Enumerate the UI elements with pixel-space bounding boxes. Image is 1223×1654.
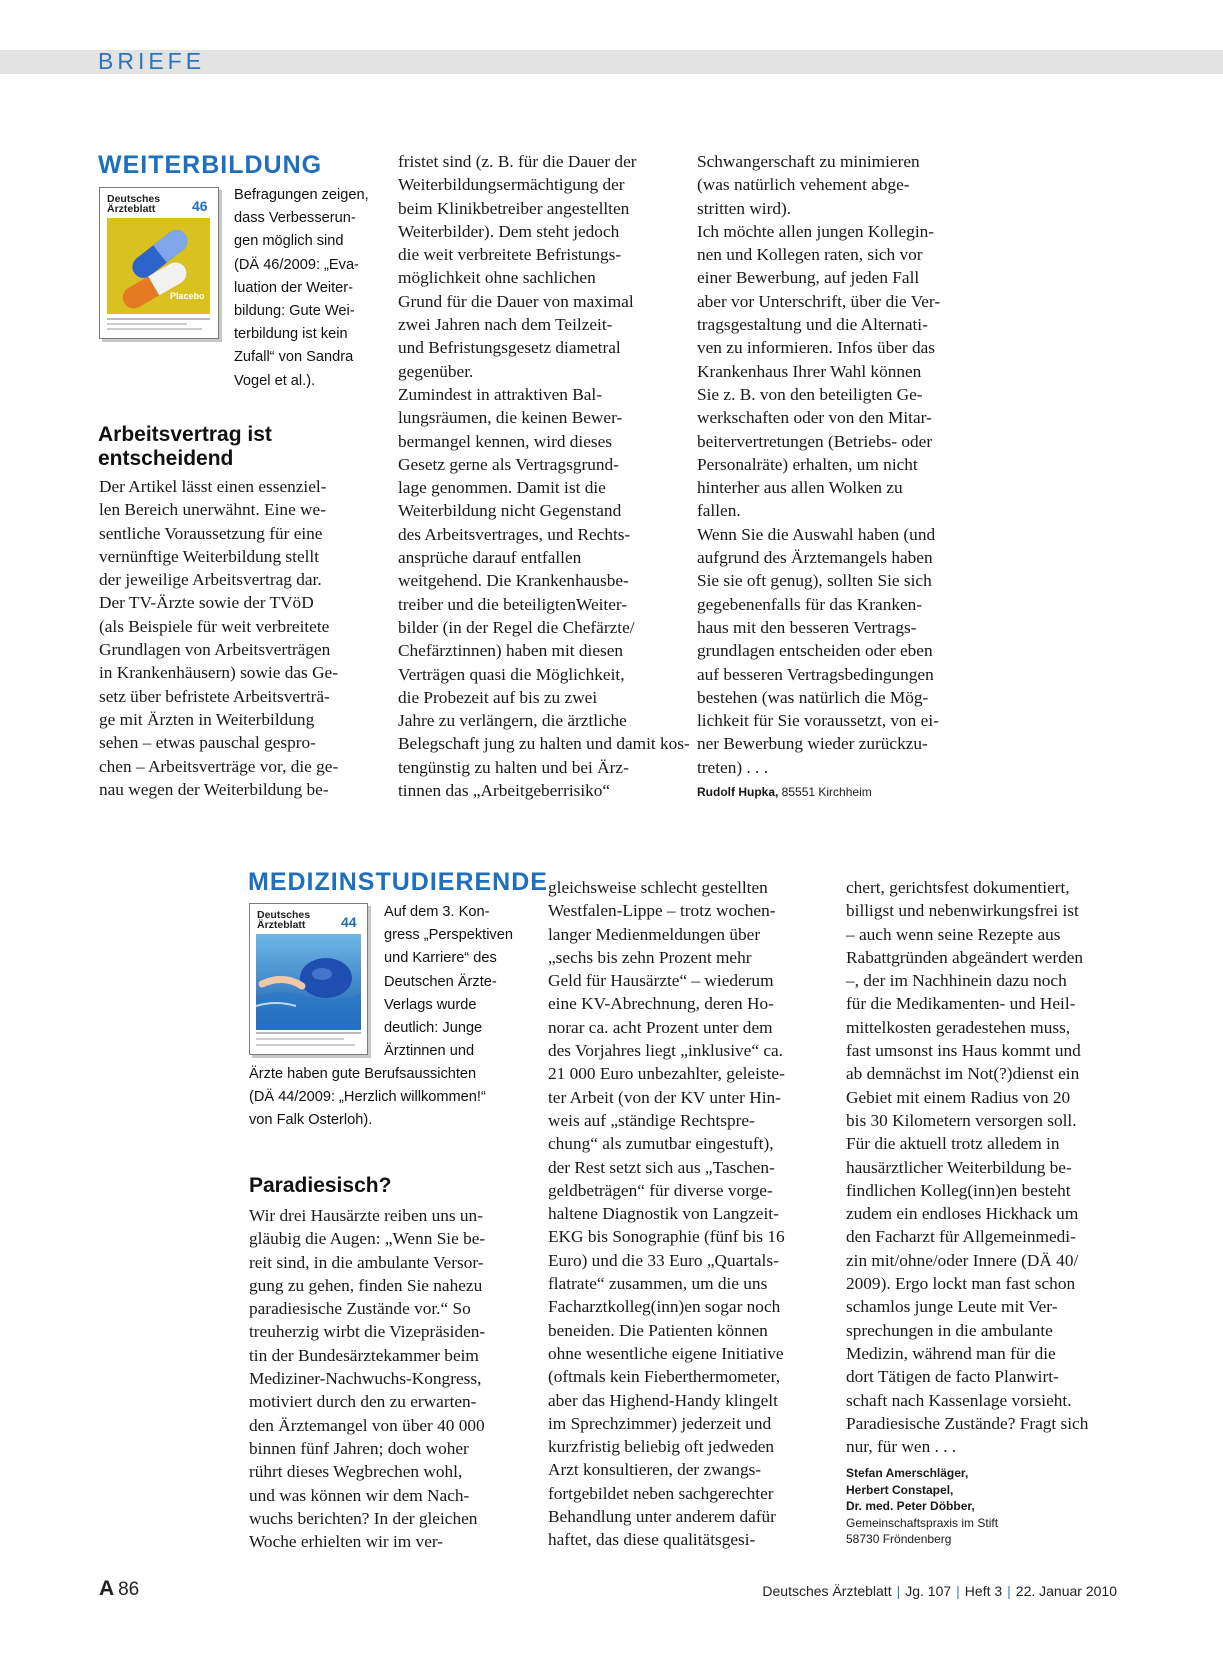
text-line: sentliche Voraussetzung für eine [99, 523, 323, 543]
text-line: bermangel kennen, wird dieses [398, 431, 613, 451]
cover-issue-number: 46 [192, 198, 208, 214]
text-line: zudem ein endloses Hickhack um [846, 1204, 1079, 1224]
cover-brand: Deutsches Ärzteblatt [257, 909, 311, 931]
teaser-line: dass Verbesserun- [234, 210, 356, 227]
text-line: Der Artikel lässt einen essenziel- [99, 477, 327, 496]
text-line: und was können wir dem Nach- [249, 1485, 470, 1505]
text-line: nen und Kollegen raten, sich vor [697, 245, 923, 265]
article-column-1 [99, 475, 338, 801]
text-line: und Befristungsgesetz diametral [398, 338, 621, 358]
text-line: len Bereich unerwähnt. Eine we- [99, 500, 326, 520]
teaser-medizin-short [384, 901, 513, 1063]
text-line: aufgrund des Ärztemangels haben [697, 548, 933, 568]
text-line: Gebiet mit einem Radius von 20 [846, 1087, 1071, 1107]
text-line: ohne wesentliche eigene Initiative [548, 1343, 784, 1363]
teaser-line: (DÄ 44/2009: „Herzlich willkommen!“ [249, 1089, 486, 1106]
text-line: aber das Highend-Handy klingelt [548, 1390, 778, 1410]
section-title-medizinstudierende: MEDIZINSTUDIERENDE [248, 868, 548, 896]
teaser-line: Vogel et al.). [234, 372, 316, 389]
text-line: Sie z. B. von den beteiligten Ge- [697, 384, 923, 404]
text-line: weitgehend. Die Krankenhausbe- [398, 571, 629, 591]
text-line: Weiterbildungsermächtigung der [398, 175, 625, 195]
text-line: Sie sie oft genug), sollten Sie sich [697, 571, 932, 591]
teaser-line: Befragungen zeigen, [234, 187, 369, 203]
text-line: motiviert durch den zu erwarten- [249, 1392, 477, 1412]
text-line: Medizin, während man für die [846, 1343, 1056, 1363]
text-line: ge mit Ärzten in Weiterbildung [99, 709, 315, 729]
text-line: gleichsweise schlecht gestellten [548, 878, 768, 897]
text-line: setz über befristete Arbeitsverträ- [99, 686, 330, 706]
magazine-cover-46 [99, 187, 219, 339]
text-line: tengünstig zu halten und bei Ärz- [398, 757, 629, 777]
text-line: einer Bewerbung, auf jeden Fall [697, 268, 920, 288]
section-header-label: BRIEFE [98, 48, 206, 74]
text-line: binnen fünf Jahren; doch woher [249, 1438, 469, 1458]
text-line: (oftmals kein Fieberthermometer, [548, 1367, 781, 1387]
text-line: ansprüche darauf entfallen [398, 548, 582, 568]
text-line: hausärztlicher Weiterbildung be- [846, 1157, 1072, 1177]
text-line: –, der im Nachhinein dazu noch [846, 971, 1067, 991]
text-line: in Krankenhäusern) sowie das Ge- [99, 663, 338, 683]
text-line: des Vorjahres liegt „inklusive“ ca. [548, 1041, 783, 1061]
text-line: Behandlung unter anderem dafür [548, 1507, 776, 1527]
text-line: werkschaften oder von den Mitar- [697, 408, 932, 428]
text-line: Wir drei Hausärzte reiben uns un- [249, 1206, 483, 1225]
text-line: mittelkosten geradestehen muss, [846, 1017, 1071, 1037]
text-line: ab demnächst im Not(?)dienst ein [846, 1064, 1080, 1084]
text-line: norar ca. acht Prozent unter dem [548, 1017, 773, 1037]
text-line: findlichen Kolleg(inn)en besteht [846, 1180, 1071, 1200]
teaser-line: Zufall“ von Sandra [234, 349, 354, 366]
text-line: lichkeit für Sie voraussetzt, von ei- [697, 711, 939, 731]
article-column-3 [697, 150, 940, 779]
text-line: Euro) und die 33 Euro „Quartals- [548, 1250, 779, 1270]
text-line: (was natürlich vehement abge- [697, 175, 910, 195]
text-line: treten) . . . [697, 757, 769, 777]
text-line: wuchs berichten? In der gleichen [249, 1508, 478, 1528]
section-title-weiterbildung: WEITERBILDUNG [98, 151, 323, 179]
text-line: chen – Arbeitsverträge vor, die ge- [99, 756, 339, 776]
text-line: ner Bewerbung wieder zurückzu- [697, 734, 928, 754]
text-line: stritten wird). [697, 198, 792, 218]
page-number: A 86 [99, 1577, 140, 1600]
article-column-2 [548, 876, 785, 1552]
text-line: Krankenhaus Ihrer Wahl können [697, 361, 922, 381]
text-line: lungsräumen, die keinen Bewer- [398, 408, 623, 428]
text-line: weis auf „ständige Rechtspre- [548, 1110, 755, 1130]
text-line: lage genommen. Damit ist die [398, 478, 606, 498]
text-line: aber vor Unterschrift, über die Ver- [697, 291, 941, 311]
teaser-line: gen möglich sind [234, 233, 344, 250]
text-line: flatrate“ zusammen, um die uns [548, 1274, 768, 1294]
text-line: fristet sind (z. B. für die Dauer der [398, 152, 637, 171]
text-line: zwei Jahren nach dem Teilzeit- [398, 315, 613, 335]
text-line: tragsgestaltung und die Alternati- [697, 315, 928, 335]
article-column-3 [846, 876, 1088, 1458]
text-line: – auch wenn seine Rezepte aus [846, 924, 1061, 944]
teaser-line: Verlags wurde [384, 996, 477, 1013]
text-line: die weit verbreitete Befristungs- [398, 245, 622, 265]
text-line: schaft nach Kassenlage vorsieht. [846, 1390, 1072, 1410]
text-line: treiber und die beteiligtenWeiter- [398, 594, 628, 614]
text-line: Rabattgründen abgeändert werden [846, 947, 1084, 967]
text-line: fortgebildet neben sachgerechter [548, 1483, 774, 1503]
text-line: bis 30 Kilometern versorgen soll. [846, 1110, 1077, 1130]
text-line: Personalräte) erhalten, um nicht [697, 454, 918, 474]
text-line: zin mit/ohne/oder Innere (DÄ 40/ [846, 1250, 1079, 1270]
teaser-line: luation der Weiter- [234, 279, 353, 296]
teaser-line: gress „Perspektiven [384, 927, 513, 944]
text-line: gläubig die Augen: „Wenn Sie be- [249, 1229, 486, 1249]
text-line: fast umsonst ins Haus kommt und [846, 1041, 1081, 1061]
cover-issue-number: 44 [341, 914, 357, 930]
text-line: sehen – etwas pauschal gespro- [99, 733, 316, 753]
article-title-arbeitsvertrag: Arbeitsvertrag ist entscheidend [98, 423, 272, 470]
text-line: chung“ als zumutbar eingestuft), [548, 1134, 774, 1154]
text-line: auf besseren Vertragsbedingungen [697, 664, 934, 684]
text-line: rührt dieses Wegbrechen wohl, [249, 1462, 463, 1482]
text-line: der Rest setzt sich aus „Taschen- [548, 1157, 775, 1177]
text-line: nur, für wen . . . [846, 1437, 957, 1457]
text-line: nau wegen der Weiterbildung be- [99, 779, 329, 799]
text-line: gung zu gehen, finden Sie nahezu [249, 1275, 483, 1295]
cover-caption: Placebo [170, 291, 205, 301]
text-line: ven zu informieren. Infos über das [697, 338, 936, 358]
text-line: gegenüber. [398, 361, 474, 381]
text-line: EKG bis Sonographie (fünf bis 16 [548, 1227, 785, 1247]
text-line: beneiden. Die Patienten können [548, 1320, 768, 1340]
text-line: treuherzig wirbt die Vizepräsiden- [249, 1322, 486, 1342]
text-line: Chefärztinnen) haben mit diesen [398, 641, 624, 661]
text-line: den Facharzt für Allgemeinmedi- [846, 1227, 1076, 1247]
text-line: paradiesische Zustände vor.“ So [249, 1299, 471, 1319]
signature-authors: Stefan Amerschläger, Herbert Constapel, Dr. med. Peter Döbber, Gemeinschaftspraxis im Stift 58730 Fröndenberg [846, 1466, 999, 1546]
text-line: ter Arbeit (von der KV unter Hin- [548, 1087, 781, 1107]
text-line: Grund für die Dauer von maximal [398, 291, 634, 311]
text-line: haus mit den besseren Vertrags- [697, 617, 917, 637]
text-line: Zumindest in attraktiven Bal- [398, 384, 602, 404]
text-line: hinterher aus allen Wolken zu [697, 478, 903, 498]
text-line: Weiterbildung nicht Gegenstand [398, 501, 622, 521]
text-line: Grundlagen von Arbeitsverträgen [99, 640, 331, 660]
text-line: gegebenenfalls für das Kranken- [697, 594, 923, 614]
footer-journal-info: Deutsches Ärzteblatt | Jg. 107 | Heft 3 | 22. Januar 2010 [762, 1583, 1117, 1599]
text-line: eine KV-Abrechnung, deren Ho- [548, 994, 774, 1014]
text-line: (als Beispiele für weit verbreitete [99, 616, 330, 636]
text-line: Geld für Hausärzte“ – wiederum [548, 971, 774, 991]
swimmer-image [256, 934, 361, 1030]
text-line: „sechs bis zehn Prozent mehr [548, 947, 752, 967]
teaser-line: Deutschen Ärzte- [384, 973, 497, 990]
text-line: chert, gerichtsfest dokumentiert, [846, 878, 1070, 897]
cover-brand: Deutsches Ärzteblatt [107, 193, 161, 215]
text-line: sprechungen in die ambulante [846, 1320, 1053, 1340]
text-line: bestehen (was natürlich die Mög- [697, 687, 929, 707]
text-line: die Probezeit auf bis zu zwei [398, 687, 598, 707]
teaser-medizin-full [249, 1063, 486, 1133]
article-column-2 [398, 150, 690, 802]
signature-hupka: Rudolf Hupka, 85551 Kirchheim [697, 785, 872, 799]
teaser-line: und Karriere“ des [384, 950, 497, 967]
text-line: beim Klinikbetreiber angestellten [398, 198, 630, 218]
text-line: vernünftige Weiterbildung stellt [99, 546, 320, 566]
teaser-line: Ärzte haben gute Berufsaussichten [249, 1066, 477, 1082]
text-line: Weiterbilder). Dem steht jedoch [398, 221, 620, 241]
text-line: Gesetz gerne als Vertragsgrund- [398, 454, 619, 474]
text-line: dort Tätigen de facto Planwirt- [846, 1367, 1059, 1387]
teaser-line: Ärztinnen und [384, 1043, 475, 1060]
text-line: Jahre zu verlängern, die ärztliche [398, 711, 627, 731]
text-line: schamlos junge Leute mit Ver- [846, 1297, 1058, 1317]
text-line: Woche erhielten wir im ver- [249, 1532, 444, 1552]
text-line: Westfalen-Lippe – trotz wochen- [548, 901, 776, 921]
teaser-line: bildung: Gute Wei- [234, 302, 355, 319]
text-line: des Arbeitsvertrages, und Rechts- [398, 524, 631, 544]
text-line: Für die aktuell trotz alledem in [846, 1134, 1060, 1154]
text-line: Verträgen quasi die Möglichkeit, [398, 664, 625, 684]
text-line: Schwangerschaft zu minimieren [697, 152, 920, 171]
teaser-line: Auf dem 3. Kon- [384, 904, 490, 920]
teaser-line: von Falk Osterloh). [249, 1112, 373, 1129]
text-line: haltene Diagnostik von Langzeit- [548, 1204, 779, 1224]
text-line: im Sprechzimmer) jederzeit und [548, 1413, 772, 1433]
text-line: billigst und nebenwirkungsfrei ist [846, 901, 1079, 921]
text-line: Ich möchte allen jungen Kollegin- [697, 221, 935, 241]
teaser-line: (DÄ 46/2009: „Eva- [234, 256, 359, 273]
magazine-cover-44 [249, 903, 368, 1055]
text-line: fallen. [697, 501, 741, 521]
teaser-line: deutlich: Junge [384, 1019, 483, 1036]
text-line: der jeweilige Arbeitsvertrag dar. [99, 570, 322, 590]
text-line: bilder (in der Regel die Chefärzte/ [398, 617, 635, 637]
text-line: den Ärztemangel von über 40 000 [249, 1415, 485, 1435]
text-line: möglichkeit ohne sachlichen [398, 268, 596, 288]
text-line: Wenn Sie die Auswahl haben (und [697, 524, 936, 544]
text-line: Facharztkolleg(inn)en sogar noch [548, 1297, 781, 1317]
teaser-line: terbildung ist kein [234, 326, 348, 343]
text-line: langer Medienmeldungen über [548, 924, 761, 944]
text-line: grundlagen entscheiden oder eben [697, 641, 933, 661]
text-line: Paradiesische Zustände? Fragt sich [846, 1413, 1089, 1433]
text-line: 2009). Ergo lockt man fast schon [846, 1274, 1076, 1294]
text-line: reit sind, in die ambulante Versor- [249, 1252, 484, 1272]
teaser-weiterbildung [234, 184, 369, 393]
text-line: haftet, das diese qualitätsgesi- [548, 1530, 756, 1550]
text-line: Belegschaft jung zu halten und damit kos- [398, 734, 690, 754]
text-line: Mediziner-Nachwuchs-Kongress, [249, 1369, 482, 1389]
text-line: beitervertretungen (Betriebs- oder [697, 431, 933, 451]
article-title-paradiesisch: Paradiesisch? [249, 1174, 392, 1197]
article-column-1 [249, 1204, 485, 1553]
text-line: kurzfristig beliebig oft jedweden [548, 1437, 775, 1457]
text-line: tinnen das „Arbeitgeberrisiko“ [398, 781, 611, 801]
text-line: geldbeträgen“ für diverse vorge- [548, 1180, 773, 1200]
text-line: für die Medikamenten- und Heil- [846, 994, 1076, 1014]
text-line: tin der Bundesärztekammer beim [249, 1345, 479, 1365]
text-line: Der TV-Ärzte sowie der TVöD [99, 593, 314, 613]
text-line: Arzt konsultieren, der zwangs- [548, 1460, 762, 1480]
text-line: 21 000 Euro unbezahlter, geleiste- [548, 1064, 785, 1084]
